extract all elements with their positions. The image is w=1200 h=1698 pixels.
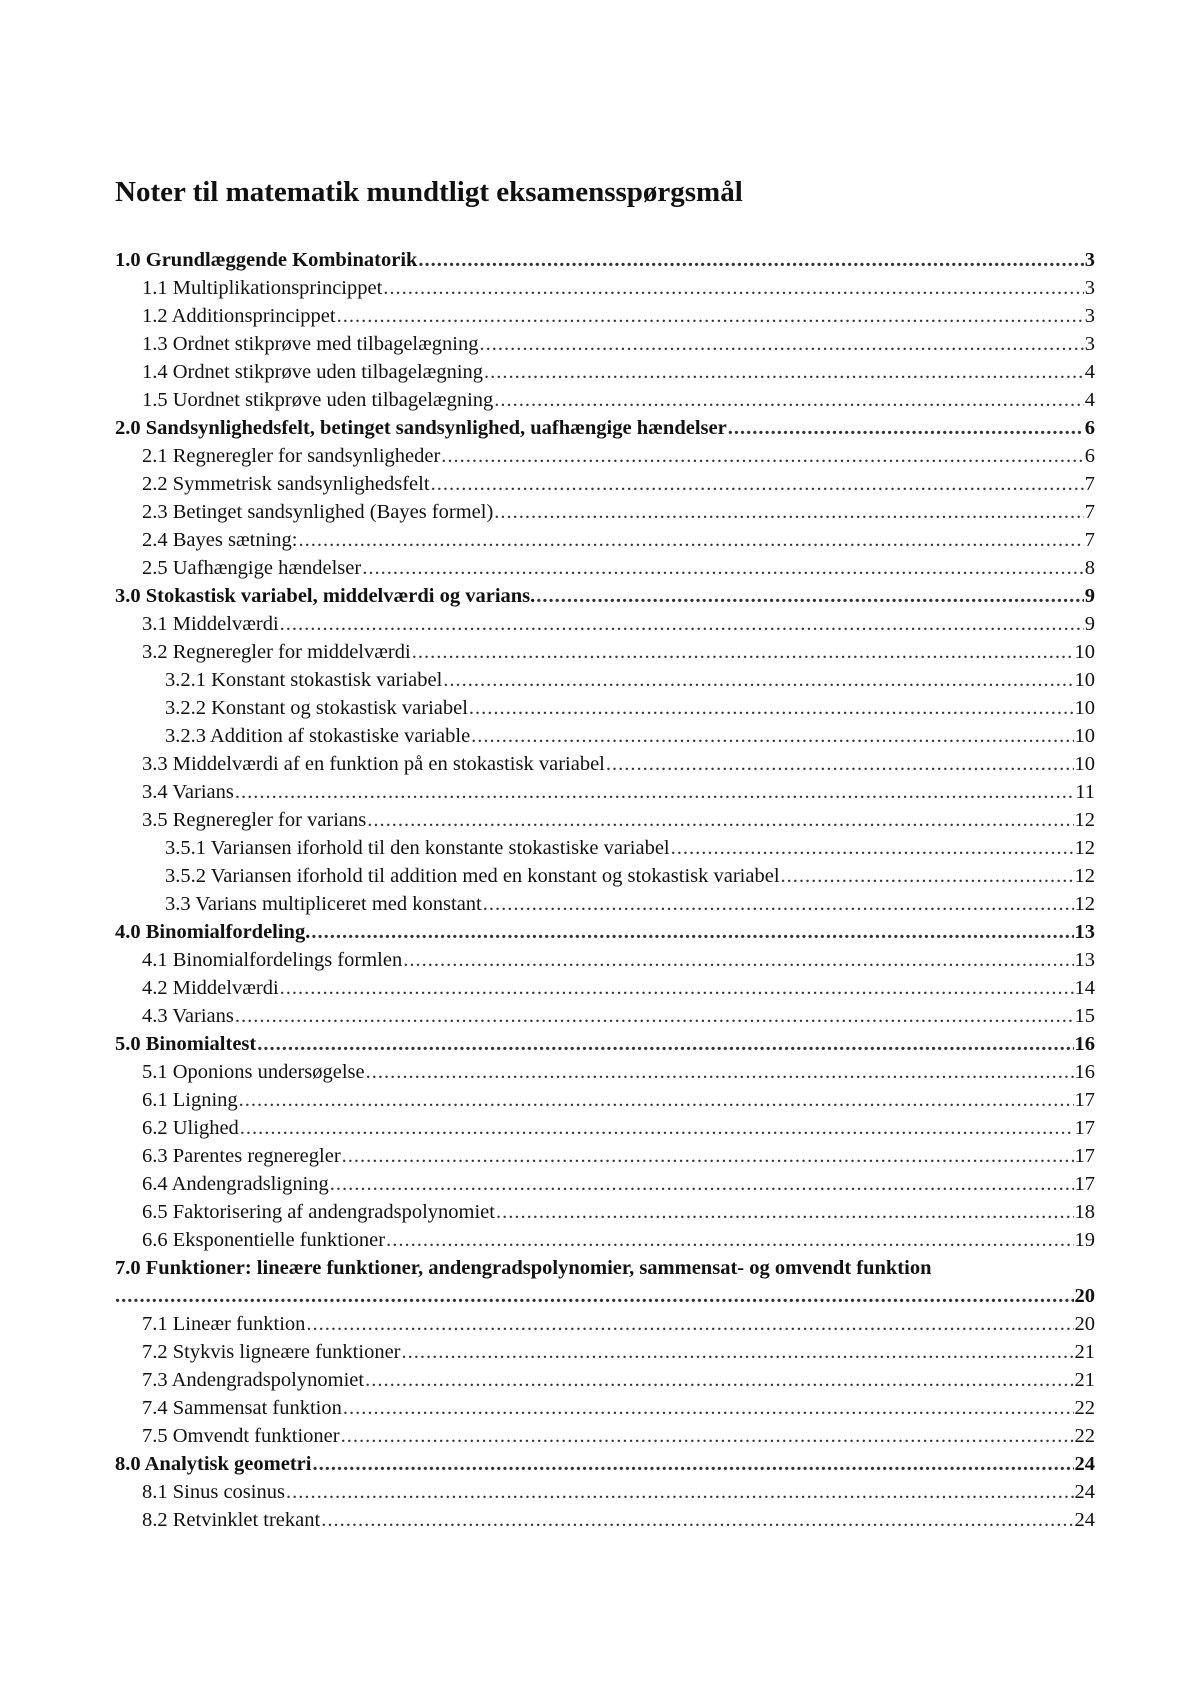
toc-dot-leader: [441, 442, 1083, 470]
toc-dot-leader: [496, 1198, 1074, 1226]
toc-page-number: 8: [1084, 557, 1095, 579]
toc-dot-leader: [431, 470, 1084, 498]
toc-dot-leader: [671, 834, 1074, 862]
toc-entry[interactable]: [115, 358, 1095, 386]
toc-page-number: 3: [1084, 277, 1095, 299]
toc-page-number: 17: [1074, 1173, 1095, 1195]
toc-page-number: 22: [1074, 1425, 1095, 1447]
toc-entry-title: 6.1 Ligning: [142, 1089, 238, 1111]
document-title: Noter til matematik mundtligt eksamensspørgsmål: [115, 176, 743, 208]
toc-entry[interactable]: [115, 1394, 1095, 1422]
toc-dot-leader: [484, 358, 1084, 386]
toc-page-number: 16: [1074, 1061, 1095, 1083]
toc-entry-title: 3.2.2 Konstant og stokastisk variabel: [165, 697, 468, 719]
toc-page-number: 22: [1074, 1397, 1095, 1419]
toc-entry[interactable]: [115, 246, 1095, 274]
toc-entry-title: 7.4 Sammensat funktion: [142, 1397, 342, 1419]
toc-page-number: 13: [1074, 921, 1095, 943]
toc-entry[interactable]: [115, 834, 1095, 862]
toc-page-number: 7: [1084, 501, 1095, 523]
toc-entry-title: 2.2 Symmetrisk sandsynlighedsfelt: [142, 473, 430, 495]
toc-entry[interactable]: [115, 974, 1095, 1002]
toc-dot-leader: [311, 918, 1073, 946]
toc-dot-leader: [312, 1450, 1073, 1478]
toc-entry-title: 3.3 Middelværdi af en funktion på en stokastisk variabel: [142, 753, 605, 775]
toc-entry-title: 6.4 Andengradsligning: [142, 1173, 329, 1195]
toc-entry[interactable]: [115, 302, 1095, 330]
toc-dot-leader: [362, 554, 1084, 582]
toc-dot-leader: [342, 1142, 1074, 1170]
toc-dot-leader: [257, 1030, 1073, 1058]
toc-dot-leader: [366, 1058, 1074, 1086]
toc-entry[interactable]: [115, 1506, 1095, 1534]
toc-entry-title: 4.2 Middelværdi: [142, 977, 279, 999]
toc-entry[interactable]: [115, 1142, 1095, 1170]
toc-entry[interactable]: [115, 1338, 1095, 1366]
toc-entry-continuation[interactable]: [115, 1282, 1095, 1310]
toc-dot-leader: [321, 1506, 1073, 1534]
toc-entry-title: 4.0 Binomialfordeling.: [115, 921, 311, 943]
toc-page-number: 17: [1074, 1145, 1095, 1167]
toc-dot-leader: [483, 890, 1074, 918]
toc-page-number: 4: [1084, 361, 1095, 383]
toc-entry-title: 6.5 Faktorisering af andengradspolynomiet: [142, 1201, 495, 1223]
toc-entry[interactable]: [115, 1226, 1095, 1254]
toc-page-number: 19: [1074, 1229, 1095, 1251]
toc-entry-title: 8.2 Retvinklet trekant: [142, 1509, 321, 1531]
toc-entry[interactable]: [115, 890, 1095, 918]
toc-page-number: 14: [1074, 977, 1095, 999]
toc-dot-leader: [403, 946, 1073, 974]
toc-page-number: 10: [1074, 669, 1095, 691]
toc-entry[interactable]: [115, 554, 1095, 582]
toc-page-number: 10: [1074, 725, 1095, 747]
toc-entry[interactable]: [115, 386, 1095, 414]
toc-entry[interactable]: [115, 498, 1095, 526]
toc-entry-title: 1.5 Uordnet stikprøve uden tilbagelægning: [142, 389, 494, 411]
toc-dot-leader: [298, 526, 1083, 554]
toc-dot-leader: [337, 302, 1084, 330]
toc-dot-leader: [412, 638, 1074, 666]
toc-page-number: 21: [1074, 1341, 1095, 1363]
toc-entry-title: 3.0 Stokastisk variabel, middelværdi og varians.: [115, 585, 536, 607]
toc-entry-title: 7.0 Funktioner: lineære funktioner, andengradspolynomier, sammensat- og omvendt funktion: [115, 1257, 932, 1279]
toc-dot-leader: [286, 1478, 1074, 1506]
toc-entry-title: 1.1 Multiplikationsprincippet: [142, 277, 383, 299]
toc-dot-leader: [306, 1310, 1073, 1338]
toc-page-number: 7: [1084, 473, 1095, 495]
toc-page-number: 20: [1074, 1313, 1095, 1335]
toc-entry-title: 7.3 Andengradspolynomiet: [142, 1369, 365, 1391]
toc-entry[interactable]: [115, 526, 1095, 554]
toc-dot-leader: [235, 778, 1074, 806]
toc-dot-leader: [443, 666, 1073, 694]
toc-page-number: 24: [1074, 1509, 1095, 1531]
toc-entry-title: 2.5 Uafhængige hændelser: [142, 557, 362, 579]
toc-entry-title: 1.4 Ordnet stikprøve uden tilbagelægning: [142, 361, 484, 383]
toc-dot-leader: [402, 1338, 1074, 1366]
toc-entry[interactable]: [115, 1086, 1095, 1114]
toc-entry[interactable]: [115, 1422, 1095, 1450]
toc-entry-title: 3.5 Regneregler for varians: [142, 809, 367, 831]
toc-entry[interactable]: [115, 442, 1095, 470]
toc-dot-leader: [343, 1394, 1074, 1422]
toc-entry[interactable]: [115, 1170, 1095, 1198]
toc-page-number: 3: [1084, 249, 1095, 271]
toc-entry-title: 3.3 Varians multipliceret med konstant: [165, 893, 482, 915]
toc-page-number: 6: [1084, 445, 1095, 467]
toc-entry[interactable]: [115, 946, 1095, 974]
toc-page-number: 9: [1084, 613, 1095, 635]
toc-page-number: 3: [1084, 333, 1095, 355]
toc-entry[interactable]: [115, 610, 1095, 638]
toc-page-number: 24: [1074, 1453, 1095, 1475]
toc-page-number: 7: [1084, 529, 1095, 551]
toc-dot-leader: [494, 386, 1083, 414]
toc-entry[interactable]: [115, 1478, 1095, 1506]
toc-page-number: 15: [1074, 1005, 1095, 1027]
toc-dot-leader: [494, 498, 1083, 526]
toc-page-number: 6: [1084, 417, 1095, 439]
toc-page-number: 10: [1074, 753, 1095, 775]
toc-entry[interactable]: [115, 1310, 1095, 1338]
toc-entry-title: 1.2 Additionsprincippet: [142, 305, 336, 327]
toc-dot-leader: [280, 974, 1074, 1002]
toc-page-number: 16: [1074, 1033, 1095, 1055]
toc-entry-title: 3.2 Regneregler for middelværdi: [142, 641, 411, 663]
toc-entry[interactable]: [115, 806, 1095, 834]
toc-entry[interactable]: [115, 1030, 1095, 1058]
toc-entry[interactable]: [115, 1058, 1095, 1086]
toc-entry[interactable]: [115, 330, 1095, 358]
toc-dot-leader: [239, 1086, 1074, 1114]
toc-entry[interactable]: [115, 1450, 1095, 1478]
toc-entry-title: 5.1 Oponions undersøgelse: [142, 1061, 365, 1083]
toc-dot-leader: [536, 582, 1083, 610]
toc-dot-leader: [469, 694, 1074, 722]
toc-entry[interactable]: [115, 274, 1095, 302]
toc-dot-leader: [280, 610, 1084, 638]
toc-entry-title: 3.5.2 Variansen iforhold til addition med en konstant og stokastisk variabel: [165, 865, 780, 887]
toc-entry-title: 7.1 Lineær funktion: [142, 1313, 306, 1335]
toc-entry-title: 3.1 Middelværdi: [142, 613, 279, 635]
toc-entry[interactable]: [115, 582, 1095, 610]
toc-entry[interactable]: [115, 778, 1095, 806]
toc-entry-title: 7.2 Stykvis ligneære funktioner: [142, 1341, 401, 1363]
table-of-contents: [115, 246, 1095, 1534]
toc-entry-title: 2.3 Betinget sandsynlighed (Bayes formel): [142, 501, 494, 523]
toc-dot-leader: [367, 806, 1073, 834]
toc-page-number: 12: [1074, 837, 1095, 859]
toc-entry[interactable]: [115, 1002, 1095, 1030]
toc-entry-title: 7.5 Omvendt funktioner: [142, 1425, 340, 1447]
toc-entry[interactable]: [115, 414, 1095, 442]
toc-page-number: 17: [1074, 1089, 1095, 1111]
toc-entry-title: 8.0 Analytisk geometri: [115, 1453, 312, 1475]
toc-dot-leader: [240, 1114, 1074, 1142]
toc-page-number: 12: [1074, 865, 1095, 887]
toc-entry-title: 2.4 Bayes sætning:: [142, 529, 298, 551]
toc-dot-leader: [365, 1366, 1073, 1394]
toc-dot-leader: [386, 1226, 1073, 1254]
toc-entry[interactable]: [115, 1254, 1095, 1282]
toc-entry-title: 3.5.1 Variansen iforhold til den konstante stokastiske variabel: [165, 837, 670, 859]
toc-entry[interactable]: [115, 862, 1095, 890]
toc-entry[interactable]: [115, 694, 1095, 722]
toc-dot-leader: [383, 274, 1083, 302]
toc-page-number: 11: [1075, 781, 1095, 803]
toc-entry-title: 6.2 Ulighed: [142, 1117, 239, 1139]
toc-entry[interactable]: [115, 722, 1095, 750]
toc-page-number: 12: [1074, 893, 1095, 915]
toc-entry[interactable]: [115, 1366, 1095, 1394]
toc-entry[interactable]: [115, 750, 1095, 778]
toc-dot-leader: [418, 246, 1083, 274]
toc-entry[interactable]: [115, 1114, 1095, 1142]
toc-page-number: 17: [1074, 1117, 1095, 1139]
toc-dot-leader: [728, 414, 1084, 442]
toc-entry-title: 6.3 Parentes regneregler: [142, 1145, 341, 1167]
toc-dot-leader: [480, 330, 1084, 358]
toc-page-number: 18: [1074, 1201, 1095, 1223]
toc-entry-title: 8.1 Sinus cosinus: [142, 1481, 285, 1503]
toc-page-number: 4: [1084, 389, 1095, 411]
toc-entry[interactable]: [115, 470, 1095, 498]
toc-entry[interactable]: [115, 638, 1095, 666]
toc-dot-leader: [235, 1002, 1074, 1030]
toc-entry-title: 3.2.1 Konstant stokastisk variabel: [165, 669, 443, 691]
toc-dot-leader: [606, 750, 1074, 778]
toc-entry[interactable]: [115, 1198, 1095, 1226]
toc-entry-title: 2.1 Regneregler for sandsynligheder: [142, 445, 441, 467]
toc-page-number: 10: [1074, 697, 1095, 719]
toc-entry[interactable]: [115, 666, 1095, 694]
toc-entry-title: 4.3 Varians: [142, 1005, 234, 1027]
toc-page-number: 24: [1074, 1481, 1095, 1503]
toc-entry-title: 4.1 Binomialfordelings formlen: [142, 949, 403, 971]
toc-entry-title: 3.2.3 Addition af stokastiske variable: [165, 725, 471, 747]
toc-entry-title: 6.6 Eksponentielle funktioner: [142, 1229, 386, 1251]
toc-entry-title: 1.3 Ordnet stikprøve med tilbagelægning: [142, 333, 479, 355]
toc-dot-leader: [330, 1170, 1074, 1198]
toc-page-number: 10: [1074, 641, 1095, 663]
toc-entry-title: 5.0 Binomialtest: [115, 1033, 257, 1055]
toc-page-number: 21: [1074, 1369, 1095, 1391]
toc-page-number: 20: [1074, 1285, 1095, 1307]
toc-page-number: 12: [1074, 809, 1095, 831]
toc-entry-title: 3.4 Varians: [142, 781, 234, 803]
toc-entry-title: 1.0 Grundlæggende Kombinatorik: [115, 249, 418, 271]
toc-dot-leader: [115, 1282, 1074, 1310]
toc-dot-leader: [471, 722, 1073, 750]
toc-entry-title: 2.0 Sandsynlighedsfelt, betinget sandsynlighed, uafhængige hændelser: [115, 417, 727, 439]
toc-page-number: 3: [1084, 305, 1095, 327]
toc-entry[interactable]: [115, 918, 1095, 946]
toc-dot-leader: [341, 1422, 1074, 1450]
toc-page-number: 13: [1074, 949, 1095, 971]
toc-dot-leader: [781, 862, 1074, 890]
toc-page-number: 9: [1084, 585, 1095, 607]
